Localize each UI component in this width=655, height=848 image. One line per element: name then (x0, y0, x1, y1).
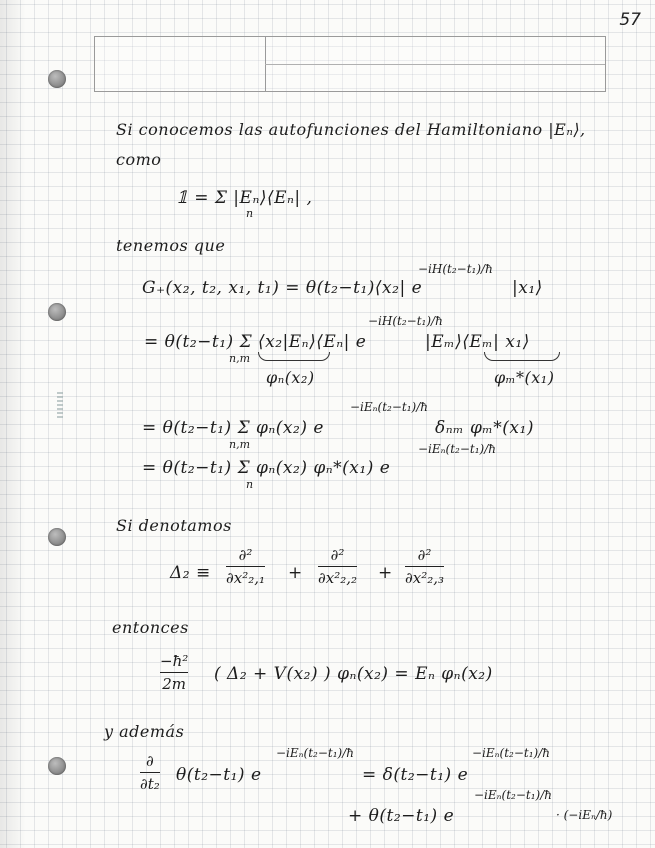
fraction: ∂ ∂t₂ (140, 752, 160, 793)
fraction: ∂² ∂x²₂,₃ (405, 546, 445, 587)
exponent: −iH(t₂−t₁)/ħ (368, 314, 443, 328)
sum-index: n (246, 478, 254, 491)
fraction: −ħ² 2m (160, 652, 189, 693)
margin-stamp (57, 392, 63, 418)
underbrace-label: φₙ(x₂) (266, 368, 315, 387)
fraction: ∂² ∂x²₂,₁ (226, 546, 266, 587)
header-box (94, 36, 606, 92)
text-line: entonces (112, 618, 189, 637)
exponent: −iH(t₂−t₁)/ħ (418, 262, 493, 276)
delta-term: δₙₘ φₘ*(x₁) (435, 418, 534, 438)
equation-eigen: = θ(t₂−t₁) Σ φₙ(x₂) e (142, 418, 324, 438)
sum-index: n (246, 207, 254, 220)
ket: |x₁⟩ (512, 278, 543, 298)
underbrace-label: φₘ*(x₁) (494, 368, 555, 387)
punch-hole (48, 757, 66, 775)
exponent: −iEₙ(t₂−t₁)/ħ (418, 442, 496, 456)
punch-hole (48, 528, 66, 546)
text-line: Si denotamos (116, 516, 232, 535)
schrodinger-equation: ( Δ₂ + V(x₂) ) φₙ(x₂) = Eₙ φₙ(x₂) (214, 664, 493, 684)
plus-sign: + (378, 563, 393, 583)
exponent: −iEₙ(t₂−t₁)/ħ (276, 746, 354, 760)
equation-propagator: G₊(x₂, t₂, x₁, t₁) = θ(t₂−t₁)⟨x₂| e (142, 278, 423, 298)
plus-sign: + (288, 563, 303, 583)
exponent: −iEₙ(t₂−t₁)/ħ (474, 788, 552, 802)
punch-hole (48, 70, 66, 88)
fraction: ∂² ∂x²₂,₂ (318, 546, 358, 587)
exponent: −iEₙ(t₂−t₁)/ħ (350, 400, 428, 414)
text-line: y además (104, 722, 185, 741)
page-number: 57 (619, 10, 641, 30)
text-line: tenemos que (116, 236, 226, 255)
sum-index: n,m (229, 352, 251, 365)
time-derivative-cont: + θ(t₂−t₁) e (348, 806, 455, 826)
underbrace (258, 352, 330, 361)
laplacian-lhs: Δ₂ ≡ (170, 563, 211, 583)
factor: · (−iEₙ/ħ) (556, 808, 613, 822)
equation-final: = θ(t₂−t₁) Σ φₙ(x₂) φₙ*(x₁) e (142, 458, 391, 478)
time-derivative: θ(t₂−t₁) e (176, 765, 262, 785)
header-divider-horizontal (265, 64, 605, 65)
delta-term: = δ(t₂−t₁) e (362, 765, 469, 785)
sum-index: n,m (229, 438, 251, 451)
text-line: Si conocemos las autofunciones del Hamiltoniano |Eₙ⟩, (116, 120, 586, 139)
underbrace (484, 352, 560, 361)
bracket: |Eₘ⟩⟨Eₘ| x₁⟩ (425, 332, 530, 352)
equation-expansion: = θ(t₂−t₁) Σ ⟨x₂|Eₙ⟩⟨Eₙ| e (144, 332, 367, 352)
punch-hole (48, 303, 66, 321)
exponent: −iEₙ(t₂−t₁)/ħ (472, 746, 550, 760)
text-line: como (116, 150, 162, 169)
equation-identity: 𝟙 = Σ |Eₙ⟩⟨Eₙ| , (176, 188, 313, 208)
